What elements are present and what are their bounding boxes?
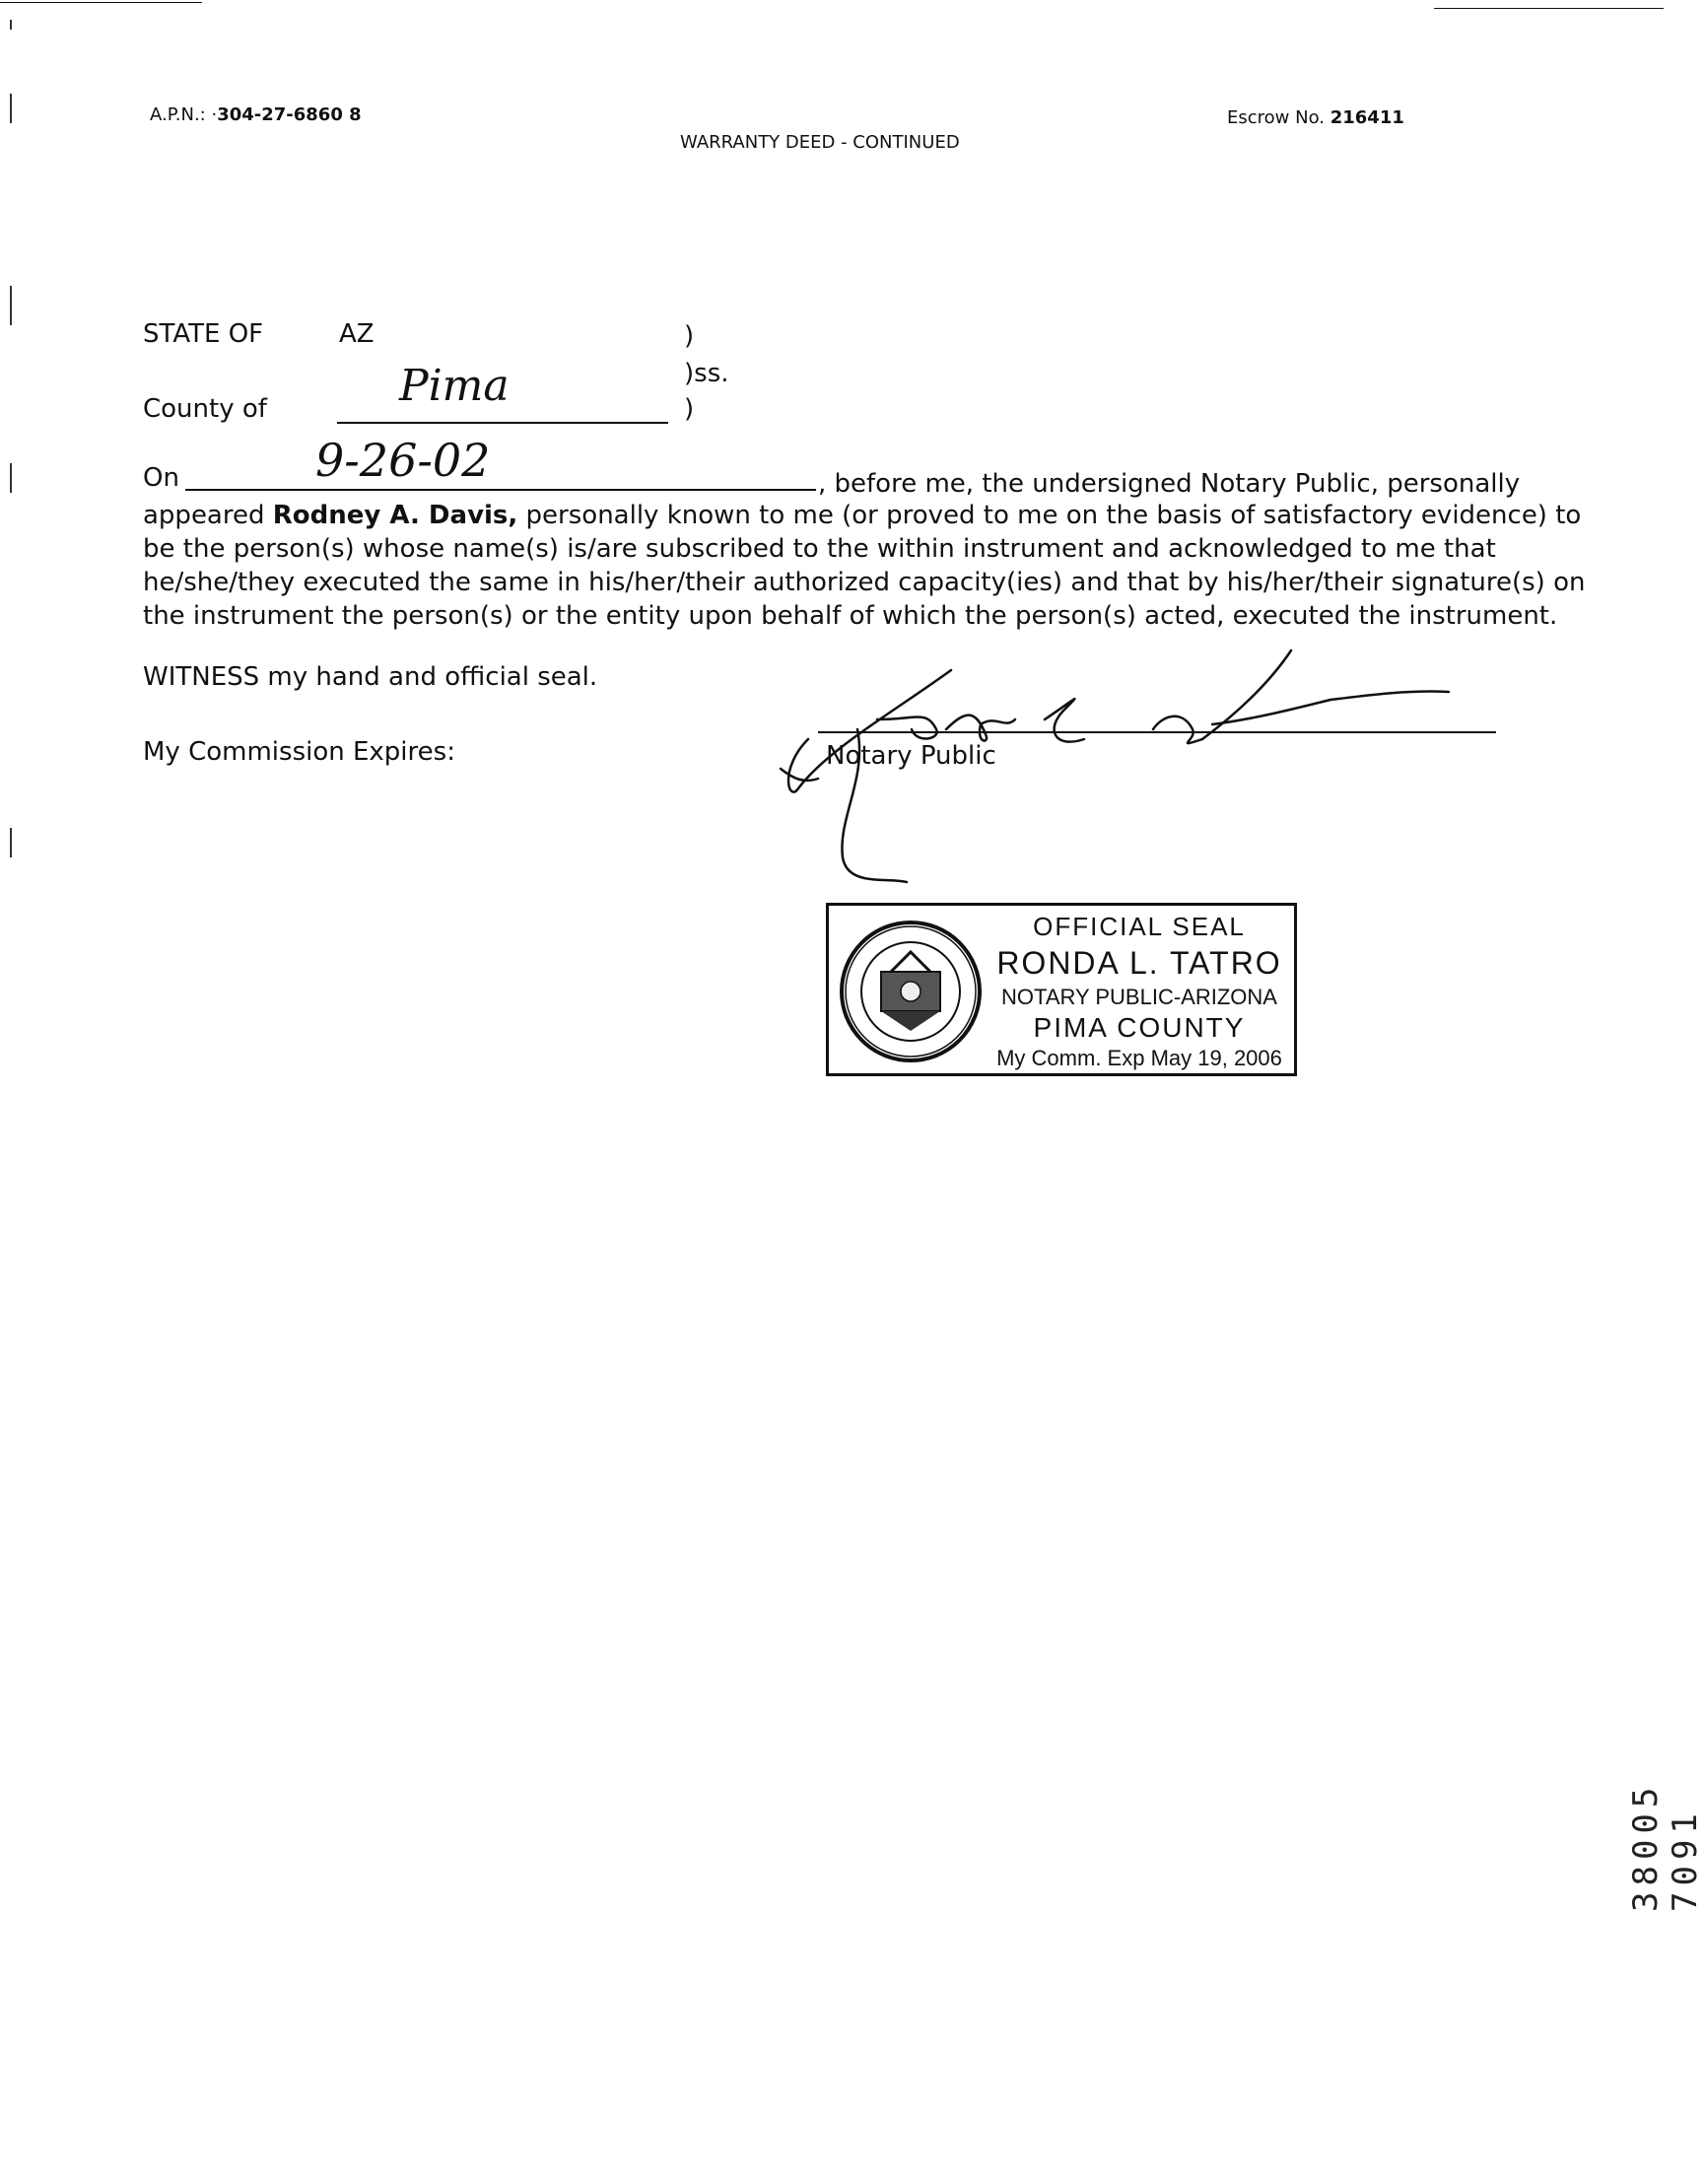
ss-label: )ss. bbox=[684, 359, 729, 388]
apn-value: 304-27-6860 8 bbox=[217, 104, 362, 125]
official-seal bbox=[826, 903, 1297, 1076]
ack-text-2 bbox=[143, 499, 1581, 532]
scan-mark bbox=[10, 463, 12, 493]
date-handwritten: 9-26-02 bbox=[315, 434, 491, 487]
scan-mark bbox=[10, 828, 12, 857]
state-seal-icon bbox=[837, 918, 985, 1065]
side-document-number bbox=[1582, 1616, 1705, 1912]
ack-known: personally known to me (or proved to me on the basis of satisfactory evidence) to bbox=[517, 501, 1582, 530]
county-underline bbox=[337, 422, 668, 424]
signer-name: Rodney A. Davis, bbox=[272, 501, 518, 530]
county-label: County of bbox=[143, 394, 267, 424]
document-title: WARRANTY DEED - CONTINUED bbox=[680, 132, 960, 153]
scan-edge-top-right bbox=[1434, 8, 1664, 9]
county-value-handwritten: Pima bbox=[399, 361, 510, 411]
ack-text-5: the instrument the person(s) or the entity upon behalf of which the person(s) acted, executed the instrument. bbox=[143, 601, 1558, 631]
escrow-value: 216411 bbox=[1330, 107, 1404, 128]
side-document-number-text: 38005 7091 bbox=[1626, 1781, 1705, 1912]
scan-mark bbox=[10, 94, 12, 123]
scan-edge-top-left bbox=[0, 2, 202, 3]
notary-public-label: Notary Public bbox=[826, 741, 996, 771]
on-label: On bbox=[143, 463, 179, 493]
notary-signature bbox=[779, 631, 1468, 887]
witness-line: WITNESS my hand and official seal. bbox=[143, 662, 598, 692]
escrow-line bbox=[1227, 107, 1404, 128]
paren-open: ) bbox=[684, 321, 695, 351]
ack-text-3: be the person(s) whose name(s) is/are subscribed to the within instrument and acknowledged to me that bbox=[143, 534, 1496, 564]
seal-county: PIMA COUNTY bbox=[1033, 1012, 1246, 1043]
state-label: STATE OF bbox=[143, 319, 264, 349]
ack-text-1: , before me, the undersigned Notary Public, personally bbox=[818, 469, 1521, 499]
seal-notary-state: NOTARY PUBLIC-ARIZONA bbox=[1001, 985, 1277, 1009]
date-underline bbox=[185, 489, 816, 491]
scan-mark bbox=[10, 20, 12, 30]
apn-label: A.P.N.: · bbox=[150, 104, 218, 125]
ack-text-4: he/she/they executed the same in his/her/their authorized capacity(ies) and that by his/her/their signature(s) on bbox=[143, 568, 1586, 597]
state-value: AZ bbox=[339, 319, 375, 349]
scan-mark bbox=[10, 286, 12, 325]
commission-expires: My Commission Expires: bbox=[143, 737, 455, 767]
paren-close: ) bbox=[684, 394, 695, 424]
escrow-label: Escrow No. bbox=[1227, 107, 1325, 128]
seal-commission-exp: My Comm. Exp May 19, 2006 bbox=[996, 1046, 1282, 1070]
seal-notary-name: RONDA L. TATRO bbox=[996, 945, 1282, 981]
apn-line bbox=[150, 104, 362, 125]
seal-title: OFFICIAL SEAL bbox=[1033, 912, 1246, 941]
ack-appeared: appeared bbox=[143, 501, 273, 530]
